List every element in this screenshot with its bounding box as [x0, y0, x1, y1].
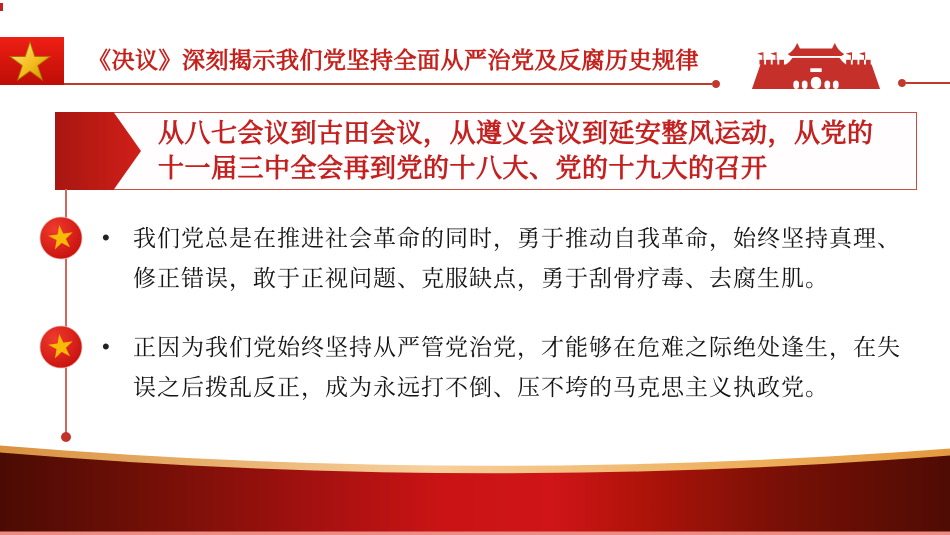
section-banner — [55, 112, 917, 190]
banner-title-line-1: 从八七会议到古田会议，从遵义会议到延安整风运动，从党的 — [158, 118, 874, 148]
page-title: 《决议》深刻揭示我们党坚持全面从严治党及反腐历史规律 — [88, 47, 699, 73]
header-rule-right — [906, 82, 950, 84]
tiananmen-gate-icon — [740, 40, 892, 89]
bullet-line: 修正错误，敢于正视问题、克服缺点，勇于刮骨疗毒、去腐生肌。 — [133, 265, 829, 291]
star-badge-icon — [0, 37, 64, 85]
bottom-wave-decoration — [0, 443, 950, 535]
banner-arrow-shape — [55, 112, 141, 190]
timeline-end-dot — [61, 432, 71, 442]
underline-dot-right — [898, 79, 906, 87]
bullet-text — [133, 327, 901, 407]
header-underline — [64, 83, 712, 85]
bullet-text — [133, 218, 901, 298]
underline-dot-left — [712, 80, 720, 88]
corner-accent — [0, 3, 3, 11]
bullet-marker: • — [102, 334, 110, 359]
bullet-line: 我们党总是在推进社会革命的同时，勇于推动自我革命，始终坚持真理、 — [133, 225, 901, 251]
bullet-star-icon — [39, 216, 83, 260]
bullet-star-icon — [39, 325, 83, 369]
banner-title-line-2: 十一届三中全会再到党的十八大、党的十九大的召开 — [158, 153, 768, 183]
bullet-line: 正因为我们党始终坚持从严管党治党，才能够在危难之际绝处逢生，在失 — [133, 334, 901, 360]
bullet-marker: • — [102, 225, 110, 250]
bullet-line: 误之后拨乱反正，成为永远打不倒、压不垮的马克思主义执政党。 — [133, 374, 829, 400]
banner-title — [158, 116, 874, 186]
